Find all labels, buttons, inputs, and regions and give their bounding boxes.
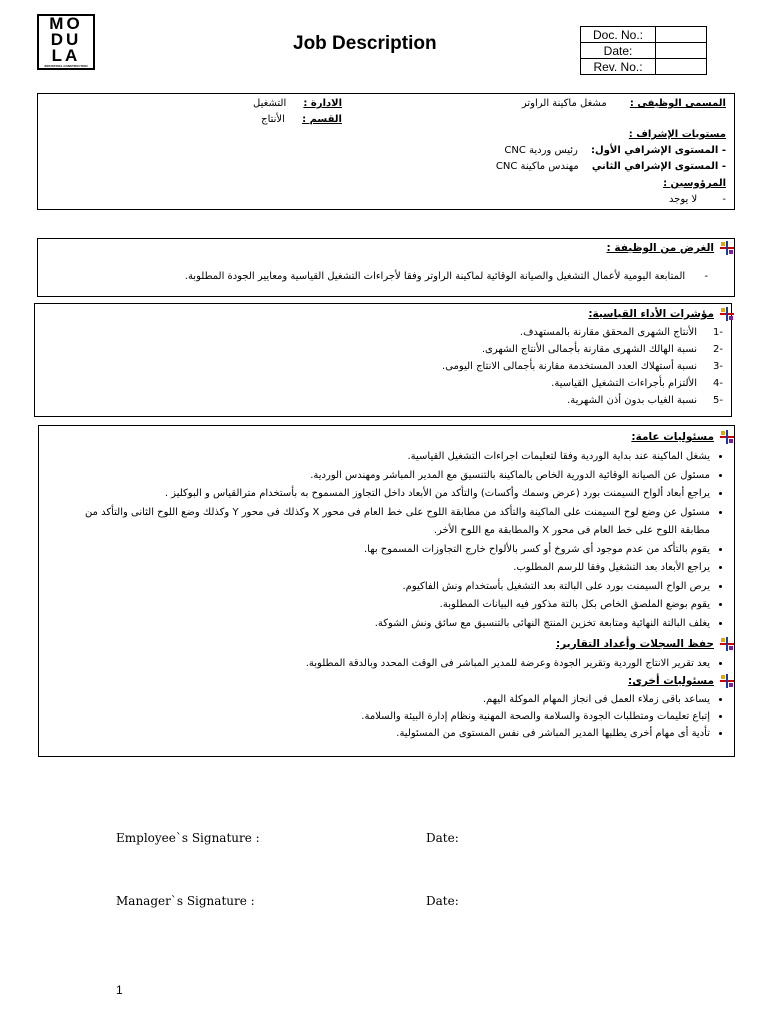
responsibility-item: • يرص الواح السيمنت بورد على البالتة بعد التشغيل بأستخدام ونش الفاكيوم. bbox=[60, 578, 710, 597]
responsibility-item: • مسئول عن الصيانة الوقائية الدورية الخاص بالماكينة بالتنسيق مع المدير المباشر ومهندس الوردية. bbox=[60, 467, 710, 486]
purpose-row bbox=[185, 268, 708, 285]
other-item: • إتباع تعليمات ومتطلبات الجودة والسلامة والصحة المهنية ونظام إدارة البيئة والسلامة. bbox=[60, 708, 710, 725]
purpose-header bbox=[607, 241, 734, 255]
subordinates-row bbox=[669, 191, 726, 208]
first-level-value: رئيس وردية CNC bbox=[504, 145, 578, 156]
subordinates-label: المرؤوسين : bbox=[663, 178, 726, 189]
manager-signature-label: Manager`s Signature : bbox=[116, 894, 255, 908]
kpi-item: الأنتاج الشهرى المحقق مقارنة بالمستهدف. bbox=[519, 327, 697, 338]
responsibility-item: • يغلف البالتة النهائية ومتابعة تخزين المنتج النهائى بالتنسيق مع سائق ونش الشوكة. bbox=[60, 615, 710, 634]
records-item: • يعد تقرير الانتاج الوردية وتقرير الجودة وعرضة للمدير المباشر فى الوقت المحدد وبالدقة المطلوبة. bbox=[60, 655, 710, 672]
first-level-label: - المستوى الإشرافي الأول: bbox=[591, 145, 726, 156]
logo-line-2: DU bbox=[50, 30, 82, 49]
dept-row bbox=[253, 95, 342, 112]
bullet-diamond-icon bbox=[720, 674, 734, 688]
first-level-row bbox=[504, 142, 726, 159]
purpose-dash: - bbox=[704, 271, 708, 282]
records-list bbox=[60, 655, 728, 672]
job-title-value: مشغل ماكينة الراوتر bbox=[521, 98, 607, 109]
rev-no-label: Rev. No.: bbox=[581, 59, 656, 75]
responsibilities-list bbox=[60, 448, 728, 633]
responsibilities-title: مسئوليات عامة: bbox=[631, 431, 714, 443]
doc-no-label: Doc. No.: bbox=[581, 27, 656, 43]
date-value bbox=[656, 43, 707, 59]
employee-date-label: Date: bbox=[426, 831, 459, 845]
kpi-item: نسبة الغياب بدون أذن الشهرية. bbox=[567, 395, 697, 406]
bullet-diamond-icon bbox=[720, 430, 734, 444]
responsibility-item: • مسئول عن وضع لوح السيمنت على الماكينة والتأكد من مطابقة اللوح على خط العام فى محور X وكذلك فى محور Y وكذلك وضع اللوح الثانى والتأكد من مطابقة اللوح على خط العام فى محور X والمطابقة مع اللوح الأخر. bbox=[60, 504, 710, 541]
doc-no-value bbox=[656, 27, 707, 43]
other-item: • تأدية أى مهام أخرى يطلبها المدير المباشر فى نفس المستوى من المسئولية. bbox=[60, 725, 710, 742]
manager-date-label: Date: bbox=[426, 894, 459, 908]
doc-info-row bbox=[581, 27, 707, 43]
responsibility-item: • يراجع الأبعاد بعد التشغيل وفقا للرسم المطلوب. bbox=[60, 559, 710, 578]
section-label: القسم : bbox=[302, 114, 342, 125]
doc-info-row bbox=[581, 59, 707, 75]
job-title-row bbox=[522, 95, 726, 112]
company-logo bbox=[37, 14, 95, 70]
logo-line-3: LA bbox=[51, 46, 81, 65]
subordinates-dash: - bbox=[722, 194, 726, 205]
logo-tagline: INDUSTRIAL CONSTRUCTION bbox=[44, 64, 88, 68]
responsibility-item: • يقوم بوضع الملصق الخاص بكل بالتة مذكور فيه البيانات المطلوبة. bbox=[60, 596, 710, 615]
kpi-title: مؤشرات الأداء القياسية: bbox=[588, 308, 714, 320]
logo-line-1: MO bbox=[49, 14, 83, 33]
dept-label: الادارة : bbox=[303, 98, 342, 109]
bullet-diamond-icon bbox=[720, 241, 734, 255]
records-title: حفظ السجلات وأعداد التقارير: bbox=[555, 638, 714, 650]
purpose-title: الغرض من الوظيفة : bbox=[606, 242, 714, 254]
kpi-item: نسبة أستهلاك العدد المستخدمة مقارنة بأجمالى الانتاج اليومى. bbox=[442, 361, 697, 372]
kpi-header bbox=[588, 307, 734, 321]
supervision-label: مستويات الإشراف : bbox=[628, 129, 726, 140]
doc-info-row bbox=[581, 43, 707, 59]
other-header bbox=[628, 674, 734, 688]
subordinates-value: لا يوجد bbox=[668, 194, 698, 205]
second-level-label: - المستوى الإشرافي الثاني bbox=[591, 161, 726, 172]
rev-no-value bbox=[656, 59, 707, 75]
job-title-label: المسمى الوظيفى : bbox=[629, 98, 726, 109]
responsibility-item: • يراجع أبعاد ألواح السيمنت بورد (عرض وسمك وأكسات) والتأكد من الأبعاد داخل التجاوز المسموح به بأستخدام مترالقياس و البوكليز . bbox=[60, 485, 710, 504]
second-level-row bbox=[496, 158, 726, 175]
section-row bbox=[261, 111, 342, 128]
date-label: Date: bbox=[581, 43, 656, 59]
other-item: • يساعد باقى زملاء العمل فى انجاز المهام الموكلة اليهم. bbox=[60, 691, 710, 708]
bullet-diamond-icon bbox=[720, 307, 734, 321]
other-list bbox=[60, 691, 728, 742]
kpi-item: نسبة الهالك الشهرى مقارنة بأجمالى الأنتاج الشهرى. bbox=[481, 344, 697, 355]
other-title: مسئوليات أخرى: bbox=[628, 675, 714, 687]
purpose-text: المتابعة اليومية لأعمال التشغيل والصيانة الوقائية لماكينة الراوتر وفقا لأجراءات التشغيل القياسية ومعايير الجودة المطلوبة. bbox=[184, 271, 686, 282]
doc-info-table bbox=[580, 26, 707, 75]
document-title: Job Description bbox=[293, 33, 437, 54]
records-header bbox=[556, 637, 734, 651]
dept-value: التشغيل bbox=[253, 98, 287, 109]
kpi-list bbox=[97, 324, 725, 409]
responsibility-item: • يقوم بالتأكد من عدم موجود أى شروخ أو كسر بالألواح خارج التجاوزات المسموح بها. bbox=[60, 541, 710, 560]
page-number: 1 bbox=[116, 983, 123, 997]
employee-signature-label: Employee`s Signature : bbox=[116, 831, 260, 845]
responsibilities-header bbox=[631, 430, 734, 444]
section-value: الأنتاج bbox=[261, 114, 285, 125]
responsibility-item: • يشغل الماكينة عند بداية الوردية وفقا لتعليمات اجراءات التشغيل القياسية. bbox=[60, 448, 710, 467]
kpi-item: الألتزام بأجراءات التشغيل القياسية. bbox=[551, 378, 697, 389]
bullet-diamond-icon bbox=[720, 637, 734, 651]
second-level-value: مهندس ماكينة CNC bbox=[495, 161, 579, 172]
